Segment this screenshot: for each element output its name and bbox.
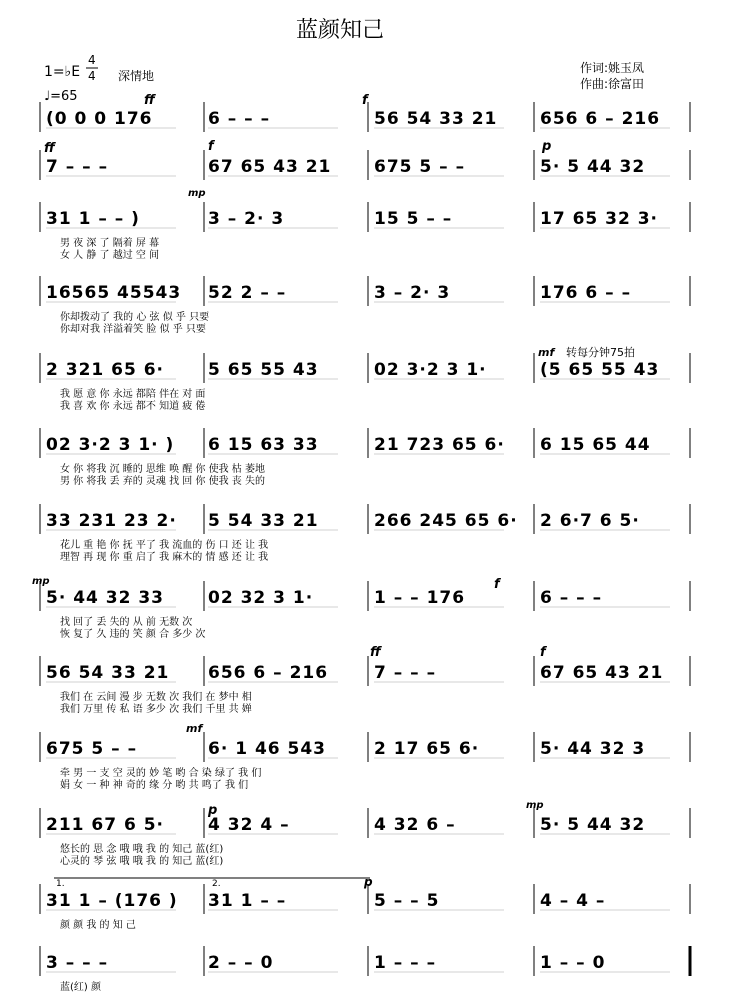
lyric-line: 心灵的 琴 弦 哦 哦 我 的 知己 蓝(红) xyxy=(60,856,224,867)
lyric-line: 女 人 静 了 越过 空 间 xyxy=(60,250,160,261)
measure-notes: 7 – – – xyxy=(46,157,109,177)
measure-notes: 7 – – – xyxy=(374,663,437,683)
measure-notes: 4 – 4 – xyxy=(540,891,606,911)
lyric-line: 你却拨动了 我的 心 弦 似 乎 只要 xyxy=(60,312,210,323)
dynamic-f-4: f xyxy=(540,645,546,660)
lyric-line: 你却对我 洋溢着笑 脸 似 乎 只要 xyxy=(60,324,206,335)
measure-notes: 5 – – 5 xyxy=(374,891,440,911)
mood-marking: 深情地 xyxy=(118,69,155,83)
measure-notes: 02 3·2 3 1· ) xyxy=(46,435,175,455)
measure-notes: 4 32 4 – xyxy=(208,815,290,835)
measure-notes: 5· 5 44 32 xyxy=(540,815,646,835)
measure-notes: (0 0 0 176 xyxy=(46,109,153,129)
lyric-line: 蓝(红) 颜 xyxy=(60,982,101,993)
lyric-line: 男 你 将我 丢 弃的 灵魂 找 回 你 使我 丧 失的 xyxy=(60,476,265,487)
lyric-line: 花儿 重 艳 你 抚 平了 我 流血的 伤 口 还 让 我 xyxy=(60,540,269,551)
measure-notes: 211 67 6 5· xyxy=(46,815,165,835)
measure-notes: 656 6 – 216 xyxy=(208,663,329,683)
dynamic-ff-2: ff xyxy=(44,141,55,156)
measure-notes: 17 65 32 3· xyxy=(540,209,659,229)
measure-notes: 52 2 – – xyxy=(208,283,287,303)
lyric-line: 理智 再 现 你 重 启了 我 麻木的 情 感 还 让 我 xyxy=(60,552,269,563)
measure-notes: 02 3·2 3 1· xyxy=(374,360,487,380)
dynamic-f-3: f xyxy=(494,577,500,592)
measure-notes: 266 245 65 6· xyxy=(374,511,518,531)
measure-notes: 5· 44 32 3 xyxy=(540,739,646,759)
measure-notes: 33 231 23 2· xyxy=(46,511,177,531)
measure-notes: 31 1 – (176 ) xyxy=(46,891,178,911)
music-rows xyxy=(40,102,690,993)
measure-notes: 56 54 33 21 xyxy=(46,663,170,683)
measure-notes: 675 5 – – xyxy=(374,157,466,177)
measure-notes: 6 – – – xyxy=(208,109,271,129)
lyric-line: 颜 颜 我 的 知 己 xyxy=(60,920,136,931)
measure-notes: 5· 5 44 32 xyxy=(540,157,646,177)
dynamic-mp: mp xyxy=(188,188,206,199)
dynamic-f: f xyxy=(362,93,368,108)
dynamic-f-2: f xyxy=(208,139,214,154)
dynamic-p-2: p xyxy=(208,803,218,818)
lyric-line: 我 愿 意 你 永远 都陪 伴在 对 面 xyxy=(60,389,206,400)
measure-notes: 3 – 2· 3 xyxy=(374,283,451,303)
measure-notes: 2 – – 0 xyxy=(208,953,274,973)
dynamic-mp-2: mp xyxy=(32,576,50,587)
tempo-marking: ♩=65 xyxy=(44,89,78,104)
measure-notes: 675 5 – – xyxy=(46,739,138,759)
dynamic-mf: mf xyxy=(538,346,555,359)
measure-notes: 6 15 65 44 xyxy=(540,435,651,455)
measure-notes: 6 15 63 33 xyxy=(208,435,319,455)
measure-notes: 2 17 65 6· xyxy=(374,739,480,759)
lyric-line: 找 回了 丢 失的 从 前 无数 次 xyxy=(60,617,193,628)
lyric-line: 我 喜 欢 你 永远 都不 知道 疲 倦 xyxy=(60,401,206,412)
composer-credit: 作曲:徐富田 xyxy=(580,77,645,91)
measure-notes: 3 – – – xyxy=(46,953,109,973)
measure-notes: 3 – 2· 3 xyxy=(208,209,285,229)
measure-notes: 5· 44 32 33 xyxy=(46,588,165,608)
lyric-line: 悠长的 思 念 哦 哦 我 的 知己 蓝(红) xyxy=(60,844,224,855)
measure-notes: 02 32 3 1· xyxy=(208,588,314,608)
dynamic-mp-3: mp xyxy=(526,800,544,811)
measure-notes: 21 723 65 6· xyxy=(374,435,505,455)
measure-notes: 4 32 6 – xyxy=(374,815,456,835)
tempo-change-note: 转每分钟75拍 xyxy=(566,346,635,359)
measure-notes: 5 65 55 43 xyxy=(208,360,319,380)
measure-notes: 1 – – – xyxy=(374,953,437,973)
measure-notes: 2 321 65 6· xyxy=(46,360,165,380)
dynamic-p: p xyxy=(542,139,552,154)
lyric-line: 男 夜 深 了 隔着 屏 幕 xyxy=(60,238,160,249)
measure-notes: 31 1 – – ) xyxy=(46,209,140,229)
volta-1: 1. xyxy=(56,879,65,889)
measure-notes: (5 65 55 43 xyxy=(540,360,660,380)
volta-2: 2. xyxy=(212,879,221,889)
dynamic-ff: ff xyxy=(144,93,155,108)
time-signature-bottom: 4 xyxy=(88,69,96,83)
lyricist-credit: 作词:姚玉凤 xyxy=(580,61,645,75)
measure-notes: 56 54 33 21 xyxy=(374,109,498,129)
measure-notes: 15 5 – – xyxy=(374,209,453,229)
measure-notes: 1 – – 176 xyxy=(374,588,466,608)
measure-notes: 1 – – 0 xyxy=(540,953,606,973)
dynamic-p-3: p xyxy=(364,875,373,889)
measure-notes: 16565 45543 xyxy=(46,283,182,303)
measure-notes: 5 54 33 21 xyxy=(208,511,319,531)
measure-notes: 656 6 – 216 xyxy=(540,109,661,129)
measure-notes: 2 6·7 6 5· xyxy=(540,511,640,531)
lyric-line: 恢 复了 久 违的 笑 颜 合 多少 次 xyxy=(60,629,206,640)
lyric-line: 娟 女 一 种 神 奇的 缘 分 哟 共 鸣了 我 们 xyxy=(60,780,249,791)
song-title: 蓝颜知己 xyxy=(295,18,385,43)
dynamic-ff-3: ff xyxy=(370,645,381,660)
measure-notes: 67 65 43 21 xyxy=(208,157,332,177)
measure-notes: 176 6 – – xyxy=(540,283,632,303)
lyric-line: 我们 万里 传 私 语 多少 次 我们 千里 共 婵 xyxy=(60,704,252,715)
time-signature-top: 4 xyxy=(88,53,96,67)
measure-notes: 67 65 43 21 xyxy=(540,663,664,683)
lyric-line: 牵 男 一 支 空 灵的 妙 笔 哟 合 染 绿了 我 们 xyxy=(60,768,262,779)
measure-notes: 6 – – – xyxy=(540,588,603,608)
lyric-line: 我们 在 云间 漫 步 无数 次 我们 在 梦中 相 xyxy=(60,692,252,703)
dynamic-mf-2: mf xyxy=(186,722,203,735)
lyric-line: 女 你 将我 沉 睡的 思维 唤 醒 你 使我 枯 萎地 xyxy=(60,464,265,475)
key-signature: 1=♭E xyxy=(44,64,81,80)
measure-notes: 31 1 – – xyxy=(208,891,287,911)
measure-notes: 6· 1 46 543 xyxy=(208,739,327,759)
